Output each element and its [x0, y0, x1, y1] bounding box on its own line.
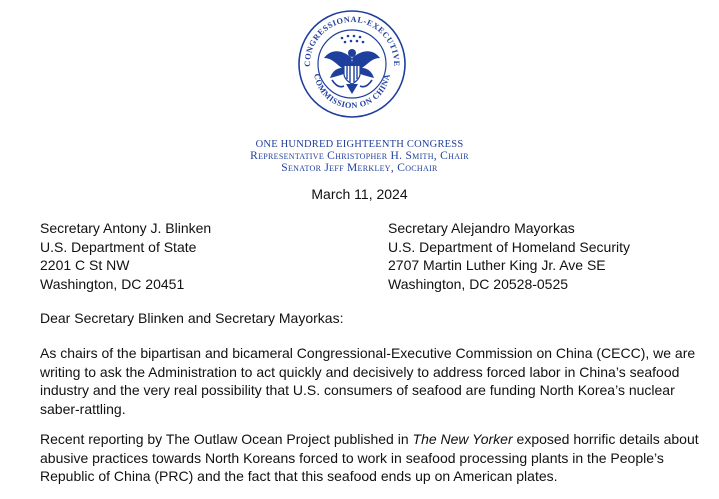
recipient-city: Washington, DC 20528-0525 [388, 275, 569, 292]
paragraph-line: Republic of China (PRC) and the fact that this seafood ends up on American plates. [40, 468, 558, 484]
recipient-street: 2201 C St NW [40, 257, 130, 273]
recipient-city: Washington, DC 20451 [40, 275, 185, 292]
body-paragraph-1 [40, 344, 696, 418]
svg-text:CONGRESSIONAL-EXECUTIVE: CONGRESSIONAL-EXECUTIVE [302, 14, 402, 67]
paragraph-line: industry and the very real possibility that U.S. consumers of seafood are funding North Korea’s nuclear [40, 382, 675, 398]
recipient-department: U.S. Department of Homeland Security [388, 238, 630, 255]
letterhead-chair: Representative Christopher H. Smith, Chair [250, 150, 469, 162]
recipient-name: Secretary Antony J. Blinken [40, 220, 212, 236]
recipient-address-state [40, 219, 211, 293]
paragraph-line: As chairs of the bipartisan and bicameral Congressional-Executive Commission on China (CECC), we are [40, 345, 696, 361]
recipient-name: Secretary Alejandro Mayorkas [388, 220, 575, 236]
svg-text:COMMISSION ON CHINA: COMMISSION ON CHINA [312, 72, 392, 111]
paragraph-text: Recent reporting by The Outlaw Ocean Project published in [40, 431, 413, 447]
paragraph-line: saber-rattling. [40, 400, 126, 417]
paragraph-text: exposed horrific details about [512, 431, 699, 447]
publication-title: The New Yorker [412, 431, 513, 447]
body-paragraph-2 [40, 430, 699, 486]
recipient-department: U.S. Department of State [40, 238, 197, 255]
salutation: Dear Secretary Blinken and Secretary Mayorkas: [40, 310, 344, 326]
letter-date: March 11, 2024 [311, 186, 408, 202]
paragraph-line: abusive practices towards North Koreans forced to work in seafood processing plants in the People’s [40, 449, 664, 466]
paragraph-line [40, 430, 699, 449]
letterhead-cochair: Senator Jeff Merkley, Cochair [281, 162, 438, 174]
cecc-seal-logo [296, 8, 408, 120]
paragraph-line: writing to ask the Administration to act quickly and decisively to address forced labor in China’s seafood [40, 363, 680, 380]
recipient-street: 2707 Martin Luther King Jr. Ave SE [388, 257, 606, 273]
letterhead-congress: ONE HUNDRED EIGHTEENTH CONGRESS [255, 139, 464, 150]
recipient-address-dhs [388, 219, 630, 293]
